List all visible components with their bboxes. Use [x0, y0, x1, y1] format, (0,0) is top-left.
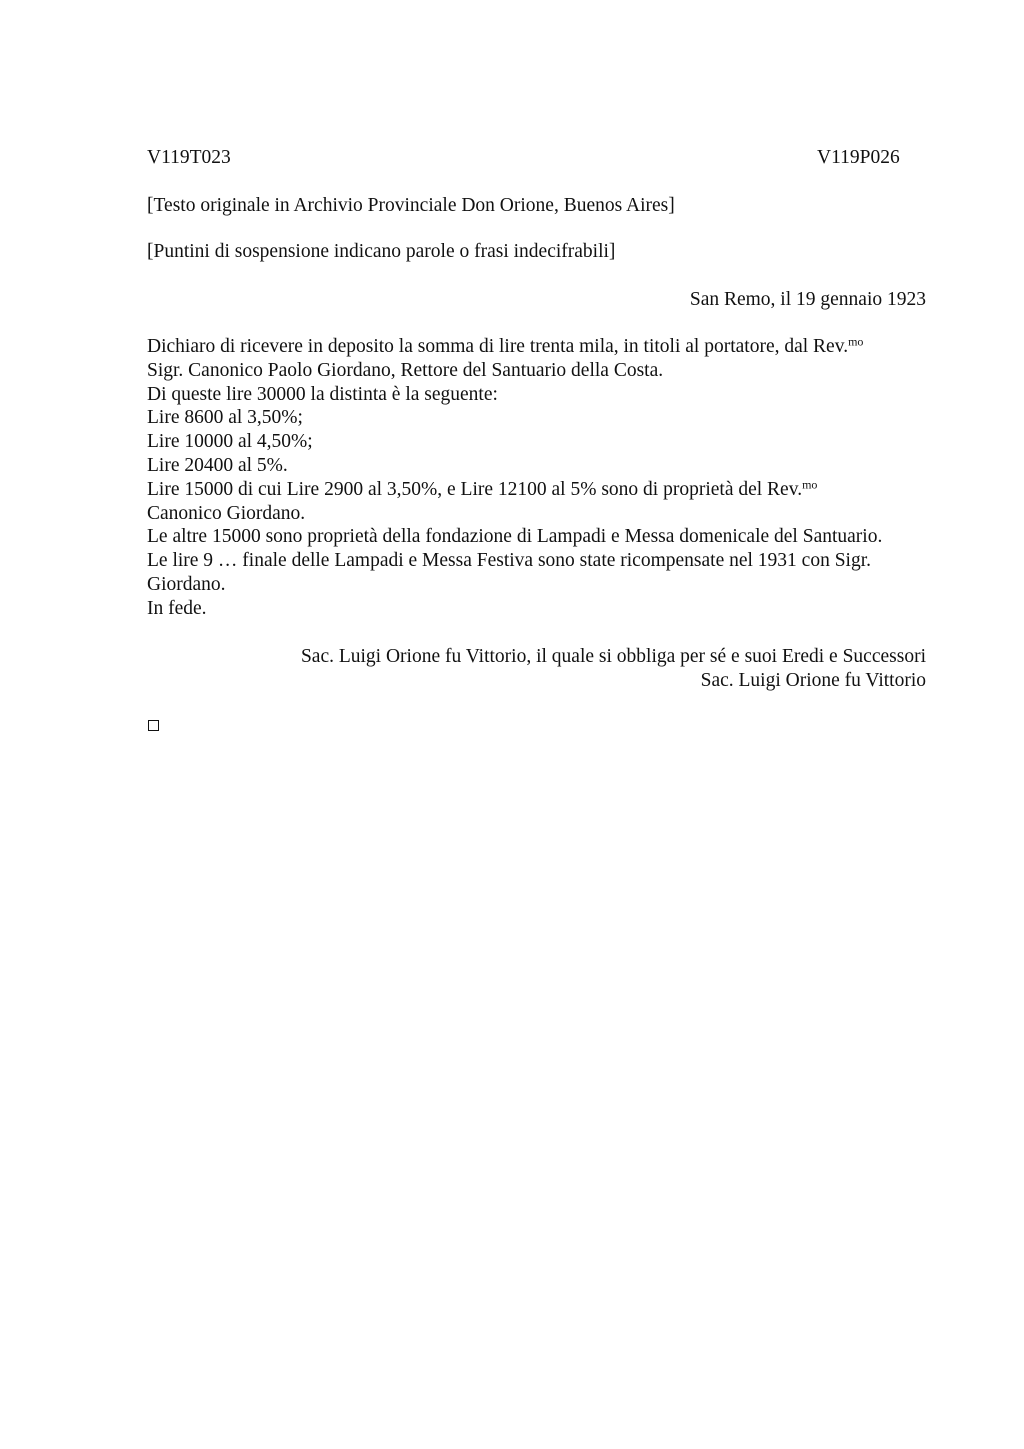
ellipsis-note: [Puntini di sospensione indicano parole o frasi indecifrabili]: [147, 241, 616, 262]
body-line-text: Lire 15000 di cui Lire 2900 al 3,50%, e Lire 12100 al 5% sono di proprietà del Rev.: [147, 478, 803, 500]
superscript: mo: [802, 477, 818, 492]
letter-body: [147, 335, 937, 621]
body-line: Le lire 9 … finale delle Lampadi e Messa Festiva sono state ricompensate nel 1931 con Sigr.: [147, 550, 872, 572]
body-line: Sigr. Canonico Paolo Giordano, Rettore del Santuario della Costa.: [147, 359, 664, 381]
document-code-left: V119T023: [147, 147, 231, 168]
body-line: Lire 8600 al 3,50%;: [147, 407, 303, 429]
body-line: [147, 335, 937, 359]
signature-line: Sac. Luigi Orione fu Vittorio: [700, 670, 926, 691]
dateline: San Remo, il 19 gennaio 1923: [689, 289, 926, 310]
body-line: In fede.: [147, 597, 207, 619]
document-code-right: V119P026: [817, 147, 900, 168]
body-line: Le altre 15000 sono proprietà della fondazione di Lampadi e Messa domenicale del Santuario.: [147, 526, 883, 548]
superscript: mo: [848, 334, 864, 349]
body-line: Lire 10000 al 4,50%;: [147, 431, 313, 453]
body-line-text: Dichiaro di ricevere in deposito la somma di lire trenta mila, in titoli al portatore, dal Rev.: [147, 336, 849, 357]
signature-line: Sac. Luigi Orione fu Vittorio, il quale si obbliga per sé e suoi Eredi e Successori: [300, 646, 926, 667]
body-line: [147, 478, 937, 502]
body-line: Di queste lire 30000 la distinta è la seguente:: [147, 383, 498, 405]
source-note: [Testo originale in Archivio Provinciale Don Orione, Buenos Aires]: [147, 195, 675, 216]
checkbox-square-icon: [148, 720, 159, 731]
signature-block: [200, 645, 926, 693]
body-line: Giordano.: [147, 573, 226, 595]
body-line: Lire 20400 al 5%.: [147, 454, 288, 476]
body-line: Canonico Giordano.: [147, 502, 306, 524]
